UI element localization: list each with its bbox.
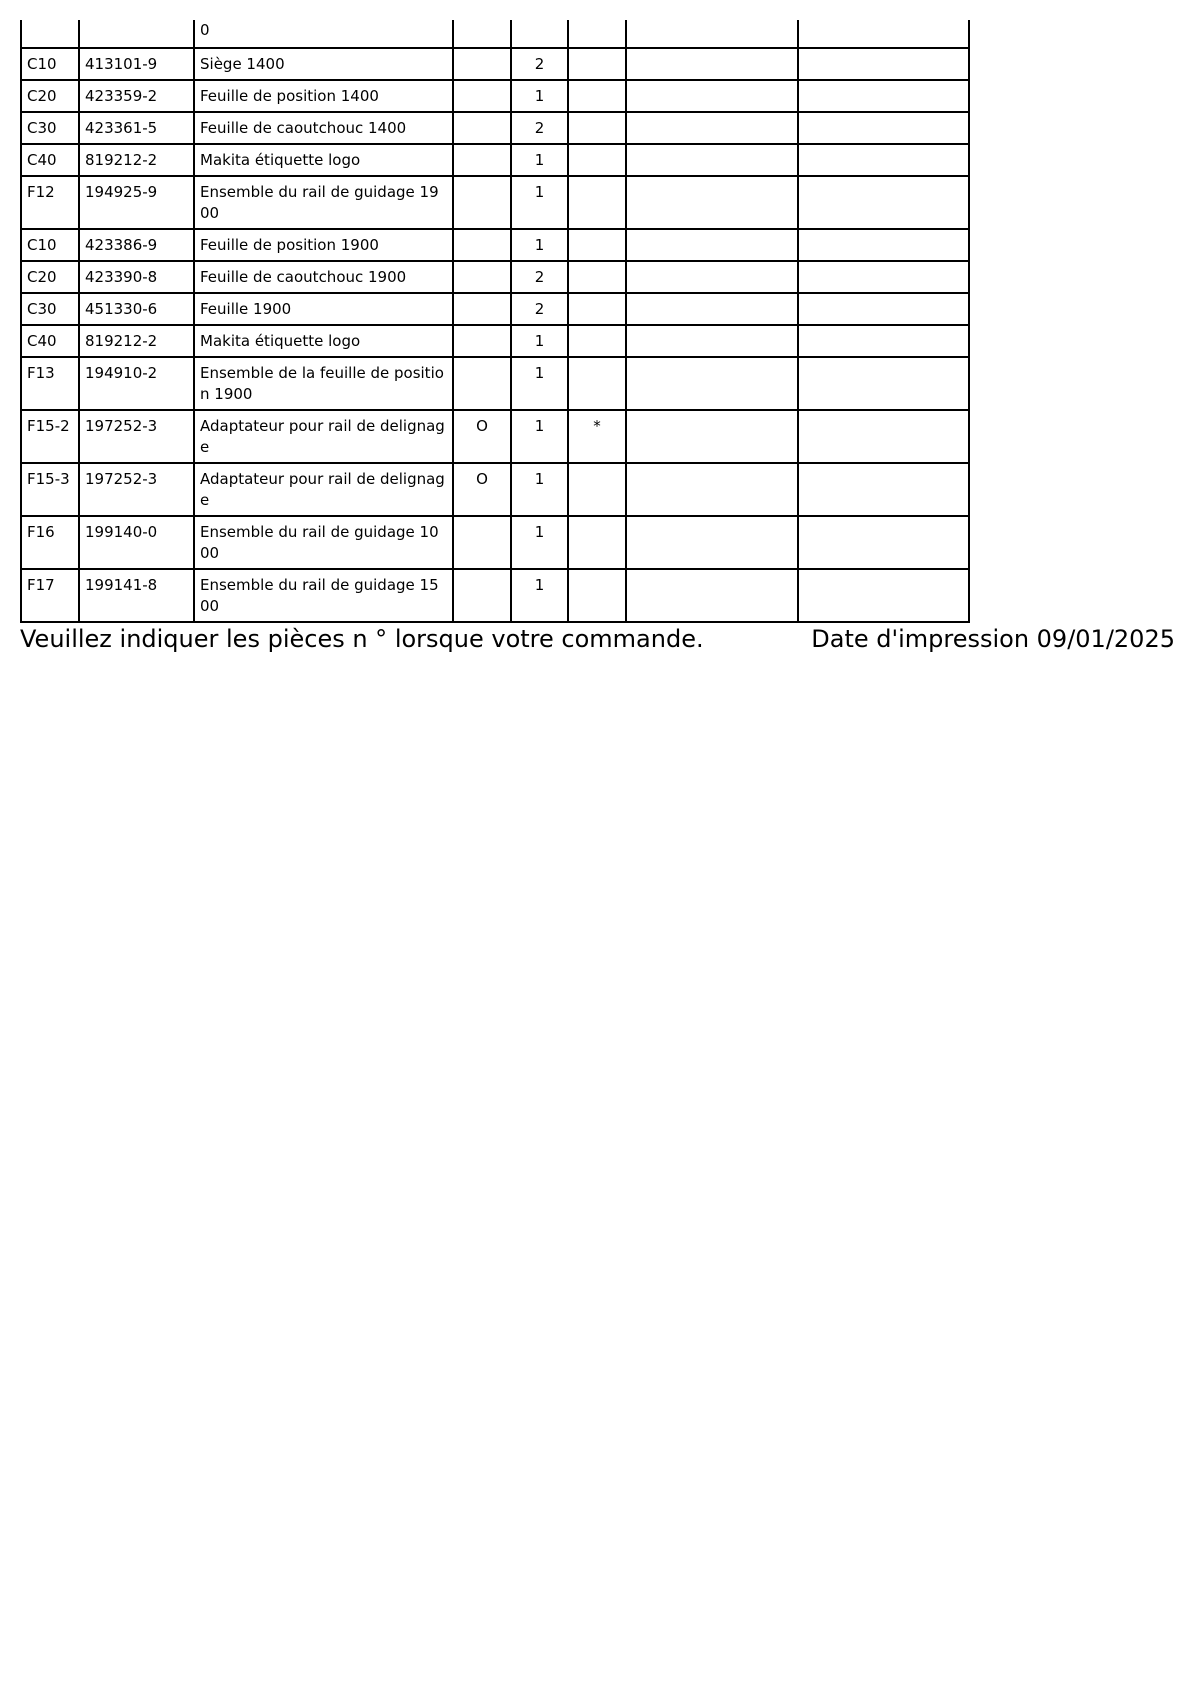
cell-quantity: 1 [511, 410, 568, 463]
parts-table [20, 20, 970, 623]
cell-note [453, 261, 511, 293]
cell-blank [626, 176, 798, 229]
cell-item-ref: C20 [21, 80, 79, 112]
cell-note [453, 293, 511, 325]
cell-quantity: 1 [511, 229, 568, 261]
cell-description: Feuille de position 1900 [194, 229, 453, 261]
cell-blank [798, 463, 969, 516]
cell-blank [626, 20, 798, 48]
cell-part-number: 423359-2 [79, 80, 194, 112]
cell-quantity: 2 [511, 293, 568, 325]
cell-blank [798, 144, 969, 176]
table-row [21, 325, 969, 357]
cell-mark [568, 80, 626, 112]
cell-part-number: 423390-8 [79, 261, 194, 293]
cell-item-ref: F15-2 [21, 410, 79, 463]
cell-blank [626, 293, 798, 325]
cell-item-ref: C30 [21, 112, 79, 144]
print-date: Date d'impression 09/01/2025 [811, 625, 1175, 653]
cell-note [453, 357, 511, 410]
cell-note [453, 569, 511, 622]
cell-blank [798, 516, 969, 569]
cell-part-number: 199140-0 [79, 516, 194, 569]
cell-blank [626, 516, 798, 569]
cell-mark: * [568, 410, 626, 463]
cell-quantity: 1 [511, 80, 568, 112]
cell-mark [568, 176, 626, 229]
cell-part-number: 451330-6 [79, 293, 194, 325]
table-row [21, 569, 969, 622]
cell-blank [626, 261, 798, 293]
cell-blank [626, 112, 798, 144]
table-row [21, 410, 969, 463]
cell-blank [798, 357, 969, 410]
cell-blank [798, 229, 969, 261]
cell-mark [568, 20, 626, 48]
table-row [21, 261, 969, 293]
cell-blank [626, 410, 798, 463]
cell-blank [626, 80, 798, 112]
cell-blank [798, 176, 969, 229]
cell-description: Feuille de position 1400 [194, 80, 453, 112]
cell-quantity [511, 20, 568, 48]
cell-mark [568, 569, 626, 622]
cell-description: Adaptateur pour rail de delignage [194, 410, 453, 463]
cell-description: 0 [194, 20, 453, 48]
cell-quantity: 2 [511, 112, 568, 144]
cell-item-ref: C10 [21, 48, 79, 80]
cell-blank [798, 20, 969, 48]
cell-quantity: 1 [511, 357, 568, 410]
cell-item-ref: F13 [21, 357, 79, 410]
cell-description: Ensemble du rail de guidage 1000 [194, 516, 453, 569]
table-row [21, 112, 969, 144]
table-row [21, 229, 969, 261]
cell-description: Feuille de caoutchouc 1400 [194, 112, 453, 144]
table-row [21, 516, 969, 569]
cell-note [453, 48, 511, 80]
cell-item-ref: F15-3 [21, 463, 79, 516]
cell-part-number: 819212-2 [79, 325, 194, 357]
cell-note [453, 229, 511, 261]
cell-mark [568, 463, 626, 516]
cell-blank [798, 80, 969, 112]
cell-mark [568, 325, 626, 357]
cell-description: Feuille de caoutchouc 1900 [194, 261, 453, 293]
cell-mark [568, 48, 626, 80]
cell-mark [568, 293, 626, 325]
cell-item-ref: F12 [21, 176, 79, 229]
cell-item-ref: C40 [21, 144, 79, 176]
cell-description: Makita étiquette logo [194, 325, 453, 357]
cell-mark [568, 357, 626, 410]
cell-quantity: 2 [511, 261, 568, 293]
cell-item-ref: F17 [21, 569, 79, 622]
cell-part-number: 423386-9 [79, 229, 194, 261]
cell-mark [568, 112, 626, 144]
parts-table-body [21, 20, 969, 622]
cell-part-number: 197252-3 [79, 410, 194, 463]
cell-note: O [453, 410, 511, 463]
cell-quantity: 2 [511, 48, 568, 80]
cell-blank [798, 112, 969, 144]
cell-description: Ensemble de la feuille de position 1900 [194, 357, 453, 410]
cell-blank [626, 569, 798, 622]
cell-item-ref: C10 [21, 229, 79, 261]
cell-part-number: 194910-2 [79, 357, 194, 410]
cell-part-number: 423361-5 [79, 112, 194, 144]
cell-mark [568, 261, 626, 293]
cell-quantity: 1 [511, 569, 568, 622]
cell-item-ref: C30 [21, 293, 79, 325]
cell-note [453, 20, 511, 48]
order-instruction: Veuillez indiquer les pièces n ° lorsque votre commande. [20, 625, 704, 653]
cell-blank [798, 410, 969, 463]
cell-blank [798, 261, 969, 293]
cell-item-ref: C20 [21, 261, 79, 293]
cell-quantity: 1 [511, 176, 568, 229]
table-row [21, 357, 969, 410]
table-row [21, 20, 969, 48]
table-row [21, 463, 969, 516]
cell-part-number: 197252-3 [79, 463, 194, 516]
cell-note: O [453, 463, 511, 516]
cell-part-number: 194925-9 [79, 176, 194, 229]
cell-part-number [79, 20, 194, 48]
table-row [21, 80, 969, 112]
cell-note [453, 112, 511, 144]
cell-part-number: 819212-2 [79, 144, 194, 176]
cell-note [453, 516, 511, 569]
cell-quantity: 1 [511, 463, 568, 516]
cell-description: Makita étiquette logo [194, 144, 453, 176]
table-row [21, 293, 969, 325]
cell-quantity: 1 [511, 325, 568, 357]
cell-quantity: 1 [511, 144, 568, 176]
cell-part-number: 413101-9 [79, 48, 194, 80]
cell-description: Ensemble du rail de guidage 1900 [194, 176, 453, 229]
table-row [21, 176, 969, 229]
cell-blank [798, 325, 969, 357]
cell-blank [626, 48, 798, 80]
cell-blank [626, 229, 798, 261]
cell-blank [626, 325, 798, 357]
cell-description: Ensemble du rail de guidage 1500 [194, 569, 453, 622]
table-row [21, 144, 969, 176]
cell-description: Siège 1400 [194, 48, 453, 80]
cell-mark [568, 144, 626, 176]
cell-blank [798, 48, 969, 80]
cell-note [453, 176, 511, 229]
cell-item-ref: C40 [21, 325, 79, 357]
cell-note [453, 144, 511, 176]
cell-blank [626, 463, 798, 516]
cell-part-number: 199141-8 [79, 569, 194, 622]
cell-mark [568, 516, 626, 569]
cell-item-ref: F16 [21, 516, 79, 569]
table-row [21, 48, 969, 80]
cell-item-ref [21, 20, 79, 48]
cell-mark [568, 229, 626, 261]
cell-blank [626, 357, 798, 410]
cell-note [453, 325, 511, 357]
cell-note [453, 80, 511, 112]
cell-blank [798, 569, 969, 622]
cell-blank [626, 144, 798, 176]
cell-blank [798, 293, 969, 325]
cell-description: Adaptateur pour rail de delignage [194, 463, 453, 516]
cell-description: Feuille 1900 [194, 293, 453, 325]
cell-quantity: 1 [511, 516, 568, 569]
